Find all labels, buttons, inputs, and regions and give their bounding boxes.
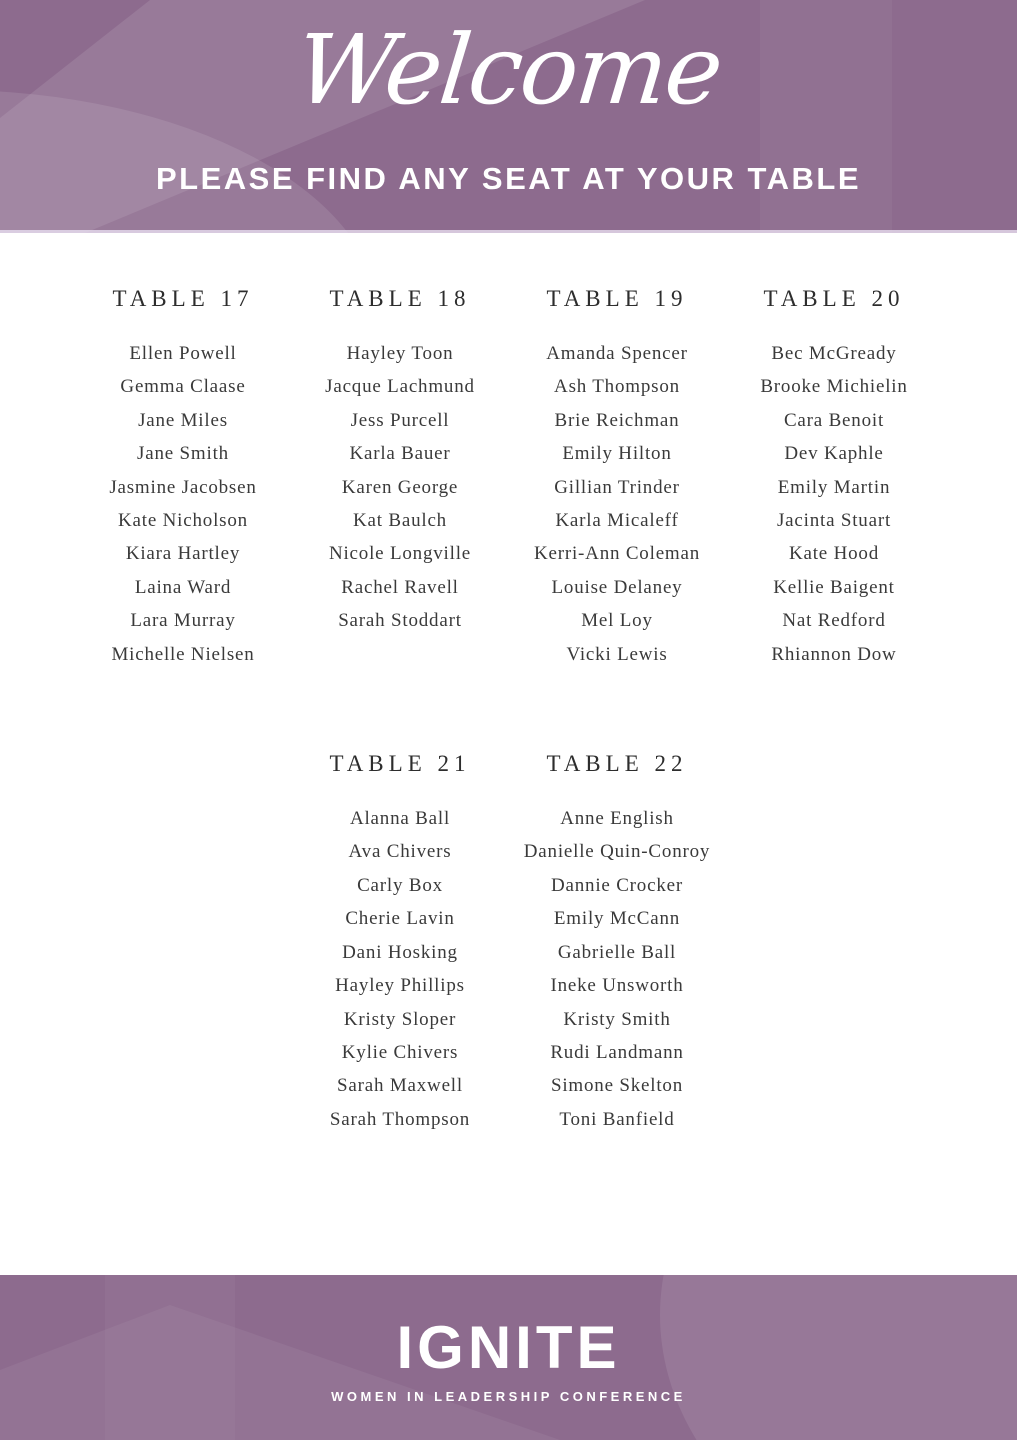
welcome-banner bbox=[0, 0, 1017, 233]
guest-name: Carly Box bbox=[357, 874, 443, 896]
table-22-label: TABLE 22 bbox=[546, 751, 688, 777]
guest-name: Jacque Lachmund bbox=[325, 376, 475, 398]
guest-name: Sarah Stoddart bbox=[338, 610, 462, 632]
guest-name: Danielle Quin-Conroy bbox=[523, 841, 711, 863]
guest-name: Dev Kaphle bbox=[784, 443, 884, 465]
guest-name: Vicki Lewis bbox=[566, 643, 668, 665]
guest-name: Nicole Longville bbox=[328, 543, 472, 565]
guest-name: Jane Smith bbox=[137, 443, 229, 465]
guest-name: Kiara Hartley bbox=[125, 543, 241, 565]
table-22-section bbox=[509, 751, 726, 1136]
guest-name: Lara Murray bbox=[130, 610, 236, 632]
table-17-label: TABLE 17 bbox=[112, 286, 254, 311]
guest-name: Laina Ward bbox=[134, 576, 232, 598]
guest-name: Brie Reichman bbox=[554, 409, 680, 431]
table-18-section bbox=[292, 286, 509, 671]
guest-name: Karen George bbox=[341, 476, 459, 498]
guest-name: Kat Baulch bbox=[352, 510, 447, 532]
guest-name: Mel Loy bbox=[581, 610, 653, 632]
guest-name: Ash Thompson bbox=[554, 376, 680, 398]
guest-name: Kellie Baigent bbox=[773, 576, 895, 598]
guest-name: Ineke Unsworth bbox=[550, 975, 684, 997]
guest-name: Sarah Thompson bbox=[329, 1108, 471, 1130]
guest-name: Nat Redford bbox=[782, 610, 886, 632]
guest-name: Rudi Landmann bbox=[550, 1041, 684, 1063]
tables-grid bbox=[75, 286, 943, 1136]
guest-name: Michelle Nielsen bbox=[111, 643, 255, 665]
brand-block bbox=[0, 1275, 1017, 1440]
table-21-section bbox=[292, 751, 509, 1136]
guest-name: Rhiannon Dow bbox=[771, 643, 897, 665]
guest-name: Kate Hood bbox=[788, 543, 880, 565]
guest-name: Anne English bbox=[560, 808, 674, 830]
guest-name: Simone Skelton bbox=[550, 1075, 684, 1097]
guest-name: Hayley Toon bbox=[346, 343, 454, 364]
table-20-guest-list bbox=[726, 337, 943, 671]
guest-name: Cherie Lavin bbox=[345, 908, 455, 930]
table-19-section bbox=[509, 286, 726, 671]
table-18-label: TABLE 18 bbox=[329, 286, 471, 311]
brand-wordmark: IGNITE bbox=[396, 1313, 621, 1381]
guest-name: Alanna Ball bbox=[349, 808, 451, 830]
table-17-guest-list bbox=[75, 337, 292, 671]
guest-name: Kate Nicholson bbox=[118, 510, 248, 532]
guest-name: Kylie Chivers bbox=[341, 1041, 459, 1063]
guest-name: Toni Banfield bbox=[559, 1108, 675, 1130]
table-21-label: TABLE 21 bbox=[329, 751, 471, 777]
guest-name: Kerri-Ann Coleman bbox=[533, 543, 701, 565]
brand-tagline: WOMEN IN LEADERSHIP CONFERENCE bbox=[331, 1388, 686, 1404]
brand-footer bbox=[0, 1275, 1017, 1440]
guest-name: Louise Delaney bbox=[551, 576, 683, 598]
seating-chart bbox=[0, 233, 1017, 1275]
guest-name: Hayley Phillips bbox=[335, 975, 465, 997]
guest-name: Jess Purcell bbox=[350, 409, 450, 431]
guest-name: Jane Miles bbox=[138, 409, 228, 431]
welcome-script-title: Welcome bbox=[290, 14, 727, 126]
guest-name: Jasmine Jacobsen bbox=[109, 476, 257, 498]
guest-name: Kristy Sloper bbox=[343, 1008, 457, 1030]
table-17-section bbox=[75, 286, 292, 671]
table-22-guest-list bbox=[509, 802, 726, 1136]
guest-name: Karla Micaleff bbox=[555, 510, 679, 532]
guest-name: Karla Bauer bbox=[349, 443, 451, 465]
guest-name: Jacinta Stuart bbox=[776, 510, 892, 532]
guest-name: Bec McGready bbox=[771, 343, 897, 364]
guest-name: Brooke Michielin bbox=[760, 376, 908, 398]
guest-name: Ellen Powell bbox=[129, 343, 237, 364]
seat-instruction-subtitle: PLEASE FIND ANY SEAT AT YOUR TABLE bbox=[155, 161, 862, 196]
guest-name: Emily Martin bbox=[777, 476, 891, 498]
guest-name: Emily Hilton bbox=[562, 443, 672, 465]
guest-name: Dani Hosking bbox=[342, 941, 458, 963]
guest-name: Dannie Crocker bbox=[550, 874, 683, 896]
table-19-guest-list bbox=[509, 337, 726, 671]
guest-name: Gemma Claase bbox=[120, 376, 246, 398]
table-21-guest-list bbox=[292, 802, 509, 1136]
guest-name: Emily McCann bbox=[553, 908, 681, 930]
table-20-label: TABLE 20 bbox=[763, 286, 905, 311]
guest-name: Gillian Trinder bbox=[554, 476, 680, 498]
guest-name: Ava Chivers bbox=[348, 841, 452, 863]
table-20-section bbox=[726, 286, 943, 671]
guest-name: Rachel Ravell bbox=[341, 576, 459, 598]
guest-name: Gabrielle Ball bbox=[557, 941, 677, 963]
table-18-guest-list bbox=[292, 337, 509, 638]
guest-name: Kristy Smith bbox=[563, 1008, 671, 1030]
table-19-label: TABLE 19 bbox=[546, 286, 688, 311]
guest-name: Amanda Spencer bbox=[546, 343, 688, 364]
guest-name: Sarah Maxwell bbox=[337, 1075, 463, 1097]
guest-name: Cara Benoit bbox=[783, 409, 885, 431]
